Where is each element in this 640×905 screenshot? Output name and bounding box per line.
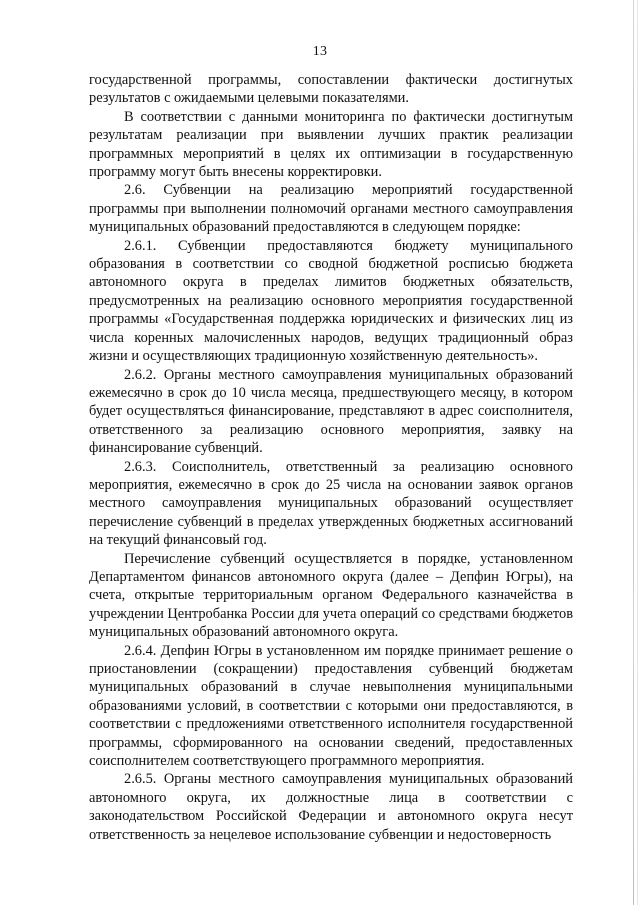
paragraph-4: 2.6.1. Субвенции предоставляются бюджету муниципального образования в соответствии со сводной бюджетной росписью бюджета автономного округа в пределах лимитов бюджетных обязательств, предусмотренных на реализацию основного мероприятия государственной программы «Государственная поддержка юридических и физических лиц из числа коренных малочисленных народов, ведущих традиционный образ жизни и осуществляющих традиционную хозяйственную деятельность».	[89, 237, 573, 365]
paragraph-6: 2.6.3. Соисполнитель, ответственный за реализацию основного мероприятия, ежемесячно в срок до 25 числа на основании заявок органов местного самоуправления муниципальных образований осуществляет перечисление субвенций в пределах утвержденных бюджетных ассигнований на текущий финансовый год.	[89, 458, 573, 549]
paragraph-3: 2.6. Субвенции на реализацию мероприятий государственной программы при выполнении полномочий органами местного самоуправления муниципальных образований предоставляются в следующем порядке:	[89, 182, 573, 236]
paragraph-1: государственной программы, сопоставлении фактически достигнутых результатов с ожидаемыми целевыми показателями.	[89, 72, 573, 107]
paragraph-5: 2.6.2. Органы местного самоуправления муниципальных образований ежемесячно в срок до 10 числа месяца, предшествующего месяцу, в котором будет осуществляться финансирование, представляют в адрес соисполнителя, ответственного за реализацию основного мероприятия, заявку на финансирование субвенций.	[89, 366, 573, 457]
paragraph-2: В соответствии с данными мониторинга по фактически достигнутым результатам реализации при выявлении лучших практик реализации программных мероприятий в целях их оптимизации в государственную программу могут быть внесены корректировки.	[89, 108, 573, 181]
paragraph-9: 2.6.5. Органы местного самоуправления муниципальных образований автономного округа, их должностные лица в соответствии с законодательством Российской Федерации и автономного округа несут ответственность за нецелевое использование субвенции и недостоверность	[89, 771, 573, 843]
page-number: 13	[312, 44, 328, 59]
paragraph-8: 2.6.4. Депфин Югры в установленном им порядке принимает решение о приостановлении (сокращении) предоставления субвенций бюджетам муниципальных образований в случае невыполнения муниципальными образованиями условий, в соответствии с которыми они предоставляются, в соответствии с предложениями ответственного исполнителя государственной программы, сформированного на основании сведений, предоставленных соисполнителем соответствующего программного мероприятия.	[89, 642, 573, 770]
page-edge-line	[637, 0, 638, 905]
document-body	[89, 71, 573, 844]
paragraph-7: Перечисление субвенций осуществляется в порядке, установленном Департаментом финансов автономного округа (далее – Депфин Югры), на счета, открытые территориальным органом Федерального казначейства в учреждении Центробанка России для учета операций со средствами бюджетов муниципальных образований автономного округа.	[89, 550, 573, 641]
page-edge-shadow	[633, 0, 634, 905]
